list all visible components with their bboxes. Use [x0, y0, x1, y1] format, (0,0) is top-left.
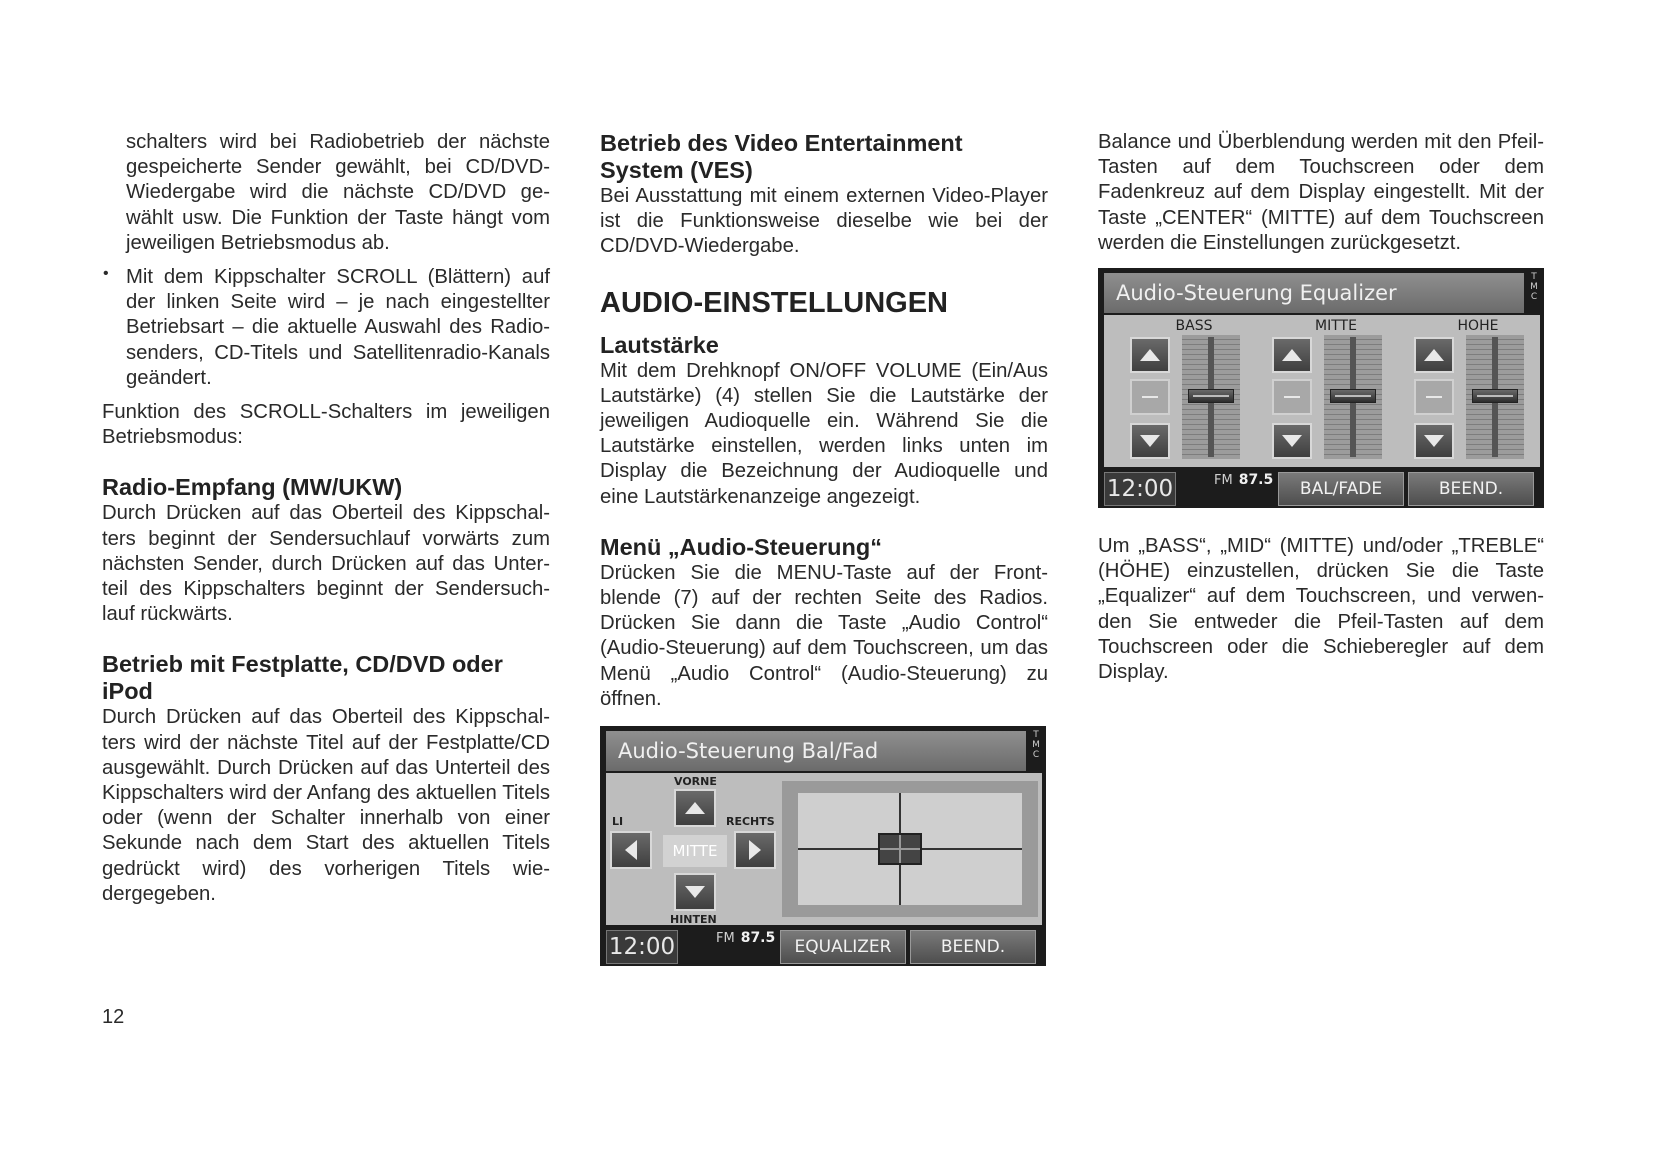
slider-handle[interactable] [1472, 389, 1518, 403]
treble-slider[interactable] [1466, 335, 1524, 459]
mid-down-button[interactable] [1272, 423, 1312, 459]
treble-dash [1414, 379, 1454, 415]
arrow-right-icon [748, 839, 762, 861]
rechts-label: RECHTS [726, 815, 775, 829]
radio-info [716, 930, 775, 946]
band-label: MITTE [1315, 318, 1357, 335]
arrow-up-icon [1281, 348, 1303, 362]
column-left [102, 130, 550, 907]
mid-slider[interactable] [1324, 335, 1382, 459]
fade-front-button[interactable] [674, 789, 716, 827]
clock: 12:00 [1104, 472, 1176, 506]
band-label: HOHE [1457, 318, 1499, 335]
equalizer-button[interactable]: EQUALIZER [780, 930, 906, 964]
end-button[interactable]: BEEND. [1408, 472, 1534, 506]
balance-left-button[interactable] [610, 831, 652, 869]
ves-heading: Betrieb des Video Entertainment System (VES) [600, 130, 963, 183]
bass-dash [1130, 379, 1170, 415]
slider-handle[interactable] [1188, 389, 1234, 403]
frequency: 87.5 [1238, 472, 1274, 489]
clock: 12:00 [606, 930, 678, 964]
balance-fader-pad[interactable] [782, 781, 1038, 917]
arrow-down-icon [1139, 434, 1161, 448]
fader-crosshair[interactable] [878, 833, 922, 865]
continuation-paragraph: schalters wird bei Radiobetrieb der nächste gespeicherte Sender gewählt, bei CD/DVD-Wiedergabe wird die nächste CD/DVD ge-wählt usw. Die Funktion der Taste hängt vom jeweiligen Betriebsmodus ab. [126, 131, 550, 254]
hinten-label: HINTEN [670, 913, 717, 927]
equalizer-screen [1098, 268, 1544, 508]
eq-band-mid [1246, 315, 1386, 467]
bal-fade-button[interactable]: BAL/FADE [1278, 472, 1404, 506]
column-right [1098, 130, 1544, 685]
arrow-down-icon [684, 885, 706, 899]
balance-text: Balance und Überblendung werden mit den Pfeil-Tasten auf dem Touchscreen oder dem Fadenkreuz auf dem Display eingestellt. Mit der Taste „CENTER“ (MITTE) auf dem Touchscreen werden die Einstellungen zurückgesetzt. [1098, 131, 1544, 254]
radio-info [1214, 472, 1273, 488]
frequency: 87.5 [740, 930, 776, 947]
center-button[interactable]: MITTE [663, 835, 727, 867]
arrow-left-icon [624, 839, 638, 861]
bullet-item [102, 265, 550, 391]
equalizer-body [1104, 315, 1540, 467]
bass-down-button[interactable] [1130, 423, 1170, 459]
treble-down-button[interactable] [1414, 423, 1454, 459]
ves-text: Bei Ausstattung mit einem externen Video-Player ist die Funktionsweise dieselbe wie bei der CD/DVD-Wiedergabe. [600, 185, 1048, 258]
end-button[interactable]: BEEND. [910, 930, 1036, 964]
scroll-intro: Funktion des SCROLL-Schalters im jeweiligen Betriebsmodus: [102, 401, 550, 449]
hdd-text: Durch Drücken auf das Oberteil des Kippschal-ters wird der nächste Titel auf der Festplatte/CD ausgewählt. Durch Drücken auf das Unterteil des Kippschalters wird der Anfang des aktuellen Titels oder (wenn der Schalter innerhalb von einer Sekunde nach dem Start des aktuellen Titels gedrückt wird) des vorherigen Titels wie-dergegeben. [102, 706, 550, 905]
bass-up-button[interactable] [1130, 337, 1170, 373]
page-number: 12 [102, 1006, 125, 1028]
balfad-body [606, 773, 1042, 925]
arrow-up-icon [1139, 348, 1161, 362]
hdd-heading: Betrieb mit Festplatte, CD/DVD oder iPod [102, 651, 503, 705]
arrow-up-icon [684, 801, 706, 815]
fade-rear-button[interactable] [674, 873, 716, 911]
li-label: LI [612, 815, 624, 829]
balfad-title: Audio-Steuerung Bal/Fad [606, 731, 1026, 771]
mid-dash [1272, 379, 1312, 415]
column-middle [600, 130, 1048, 966]
menu-heading: Menü „Audio-Steuerung“ [600, 533, 882, 560]
bullet-marker: • [103, 265, 109, 283]
bass-slider[interactable] [1182, 335, 1240, 459]
equalizer-title: Audio-Steuerung Equalizer [1104, 273, 1524, 313]
band-label: BASS [1175, 318, 1213, 335]
balance-right-button[interactable] [734, 831, 776, 869]
radio-text: Durch Drücken auf das Oberteil des Kippschal-ters beginnt der Sendersuchlauf vorwärts zum nächsten Sender, durch Drücken auf das Unter-teil des Kippschalters beginnt der Sendersuch-lauf rückwärts. [102, 502, 550, 626]
balfad-screen [600, 726, 1046, 966]
status-bar [1098, 468, 1544, 508]
fader-grid [798, 793, 1022, 905]
eq-band-bass [1104, 315, 1244, 467]
treble-up-button[interactable] [1414, 337, 1454, 373]
audio-settings-heading: AUDIO-EINSTELLUNGEN [600, 286, 948, 319]
arrow-down-icon [1423, 434, 1445, 448]
eq-band-treble [1388, 315, 1528, 467]
radio-heading: Radio-Empfang (MW/UKW) [102, 474, 403, 501]
volume-heading: Lautstärke [600, 331, 719, 358]
mid-up-button[interactable] [1272, 337, 1312, 373]
band-label: FM [1214, 473, 1233, 489]
vorne-label: VORNE [674, 775, 717, 789]
tmc-indicator: T M C [1530, 272, 1538, 303]
equalizer-text: Um „BASS“, „MID“ (MITTE) und/oder „TREBLE“ (HÖHE) einzustellen, drücken Sie die Taste „Equalizer“ auf dem Touchscreen, und verwen-den Sie entweder die Pfeil-Tasten auf dem Touchscreen oder die Schieberegler auf dem Display. [1098, 535, 1544, 684]
slider-handle[interactable] [1330, 389, 1376, 403]
status-bar [600, 926, 1046, 966]
tmc-indicator: T M C [1032, 730, 1040, 761]
volume-text: Mit dem Drehknopf ON/OFF VOLUME (Ein/Aus Lautstärke) (4) stellen Sie die Lautstärke der jeweiligen Audioquelle ein. Während Sie die Lautstärke einstellen, werden links unten im Display die Bezeichnung der Audioquelle und eine Lautstärkenanzeige angezeigt. [600, 359, 1048, 508]
band-label: FM [716, 931, 735, 947]
menu-text: Drücken Sie die MENU-Taste auf der Front-blende (7) auf der rechten Seite des Radios. Drücken Sie dann die Taste „Audio Control“ (Audio-Steuerung) auf dem Touchscreen, um das Menü „Audio Control“ (Audio-Steuerung) zu öffnen. [600, 561, 1048, 710]
bullet-text: Mit dem Kippschalter SCROLL (Blättern) auf der linken Seite wird – je nach eingestellter Betriebsart – die aktuelle Auswahl des Radio-senders, CD-Titels und Satellitenradio-Kanals geändert. [126, 266, 550, 389]
arrow-up-icon [1423, 348, 1445, 362]
arrow-down-icon [1281, 434, 1303, 448]
